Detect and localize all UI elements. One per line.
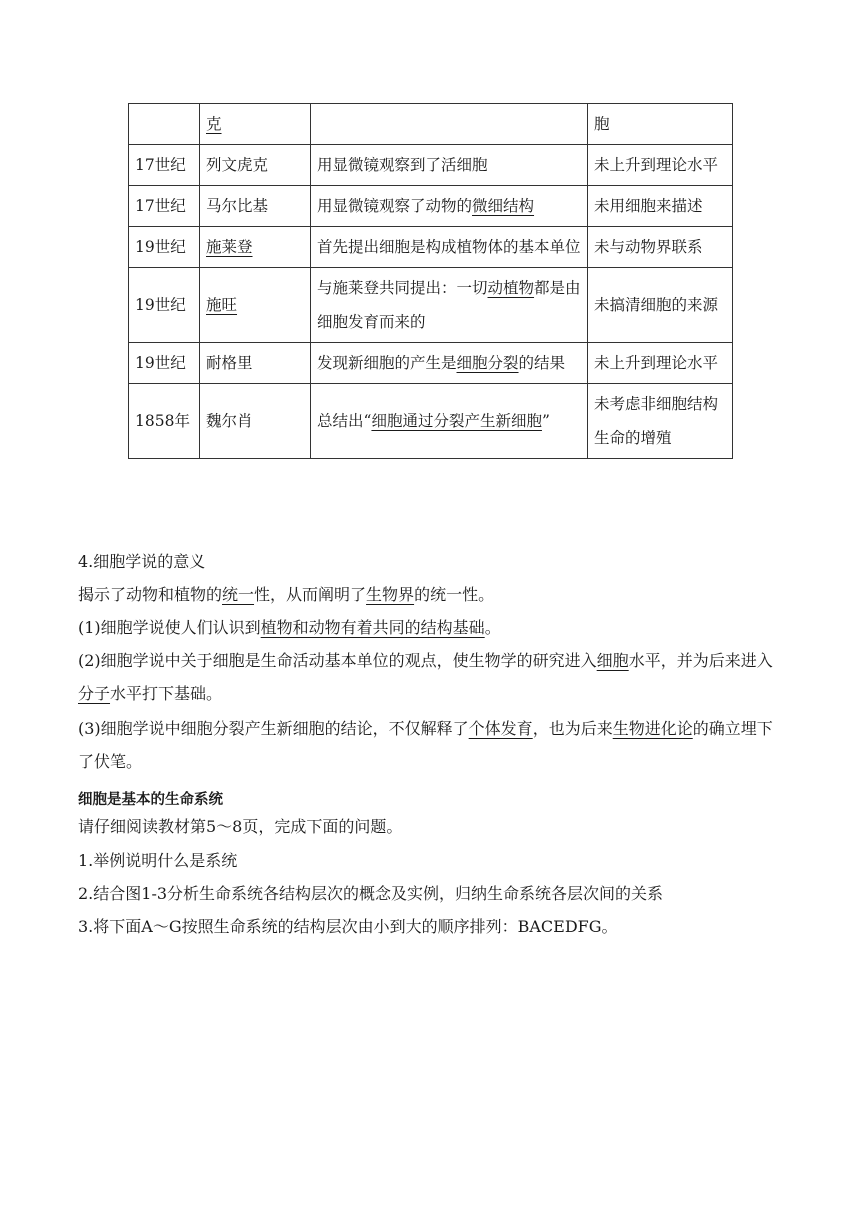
contribution-text: ” [541,412,550,430]
contribution-text: 发现新细胞的产生是 [317,354,457,372]
underlined-term: 生物界 [366,585,415,604]
contribution-text: 的结果 [518,354,566,372]
underlined-term: 生物进化论 [612,719,693,738]
underlined-term: 动植物 [487,279,535,297]
section-4-title: 4.细胞学说的意义 [78,552,206,571]
table-cell-limitation: 胞 [588,104,733,145]
table-cell-person: 耐格里 [200,343,311,384]
table-cell-person: 列文虎克 [200,145,311,186]
table-cell-person: 马尔比基 [200,186,311,227]
table-cell-time: 17世纪 [129,186,200,227]
table-cell-person: 克 [206,115,222,133]
table-cell-time: 19世纪 [129,227,200,268]
table-cell-contribution [311,343,588,384]
table-cell-limitation: 未搞清细胞的来源 [588,268,733,343]
table-cell-contribution: 用显微镜观察到了活细胞 [311,145,588,186]
cell-theory-history-table [128,103,733,459]
body-text: 水平，并为后来进入 [628,651,773,670]
body-text: 揭示了动物和植物的 [78,585,223,604]
table-cell-limitation: 未用细胞来描述 [588,186,733,227]
table-cell-contribution [311,384,588,459]
contribution-text: 都是由细胞发育而来的 [317,279,581,331]
section-4-intro [78,578,788,611]
contribution-text: 与施莱登共同提出：一切 [317,279,488,297]
table-cell-limitation: 未考虑非细胞结构生命的增殖 [588,384,733,459]
table-cell-contribution [311,104,588,145]
body-text: 。 [484,618,501,637]
table-cell-limitation: 未上升到理论水平 [588,343,733,384]
table-cell-person: 施旺 [206,296,238,314]
body-text: ，也为后来 [532,719,613,738]
underlined-term: 植物和动物有着共同的结构基础 [260,618,485,637]
table-cell-limitation: 未上升到理论水平 [588,145,733,186]
table-row [129,343,733,384]
table-cell-time: 17世纪 [129,145,200,186]
body-text: 水平打下基础。 [110,684,223,703]
section-4-item-1 [78,611,788,644]
underlined-term: 统一 [222,585,255,604]
table-row [129,145,733,186]
body-text: (3)细胞学说中细胞分裂产生新细胞的结论，不仅解释了 [78,719,469,738]
body-text: (1)细胞学说使人们认识到 [78,618,261,637]
body-text: 的确立埋下了伏笔。 [78,719,773,771]
body-text: (2)细胞学说中关于细胞是生命活动基本单位的观点，使生物学的研究进入 [78,651,597,670]
underlined-term: 细胞 [596,651,629,670]
table-cell-person: 施莱登 [206,238,253,256]
body-text: 的统一性。 [414,585,495,604]
underlined-term: 细胞通过分裂产生新细胞 [371,412,542,430]
question-3: 3.将下面A～G按照生命系统的结构层次由小到大的顺序排列：BACEDFG。 [78,917,618,936]
table-cell-limitation: 未与动物界联系 [588,227,733,268]
section-4-item-3 [78,712,788,778]
table-cell-time [129,104,200,145]
contribution-text: 总结出“ [317,412,372,430]
table-row [129,268,733,343]
table-row [129,227,733,268]
section-4-item-2 [78,644,788,710]
body-text: 性，从而阐明了 [254,585,367,604]
instruction-text: 请仔细阅读教材第5～8页，完成下面的问题。 [78,817,403,836]
table-cell-time: 19世纪 [129,343,200,384]
table-cell-person: 魏尔肖 [200,384,311,459]
table-row [129,384,733,459]
underlined-term: 微细结构 [472,197,535,215]
table-cell-time: 1858年 [129,384,200,459]
section-heading: 细胞是基本的生命系统 [78,792,223,808]
table-cell-contribution [311,268,588,343]
table-cell-time: 19世纪 [129,268,200,343]
question-1: 1.举例说明什么是系统 [78,851,238,870]
contribution-text: 用显微镜观察了动物的 [317,197,473,215]
question-2: 2.结合图1-3分析生命系统各结构层次的概念及实例，归纳生命系统各层次间的关系 [78,884,664,903]
table-row [129,104,733,145]
table-cell-contribution: 首先提出细胞是构成植物体的基本单位 [311,227,588,268]
table-row [129,186,733,227]
table-cell-contribution [311,186,588,227]
underlined-term: 细胞分裂 [456,354,519,372]
underlined-term: 分子 [78,684,111,703]
underlined-term: 个体发育 [468,719,533,738]
